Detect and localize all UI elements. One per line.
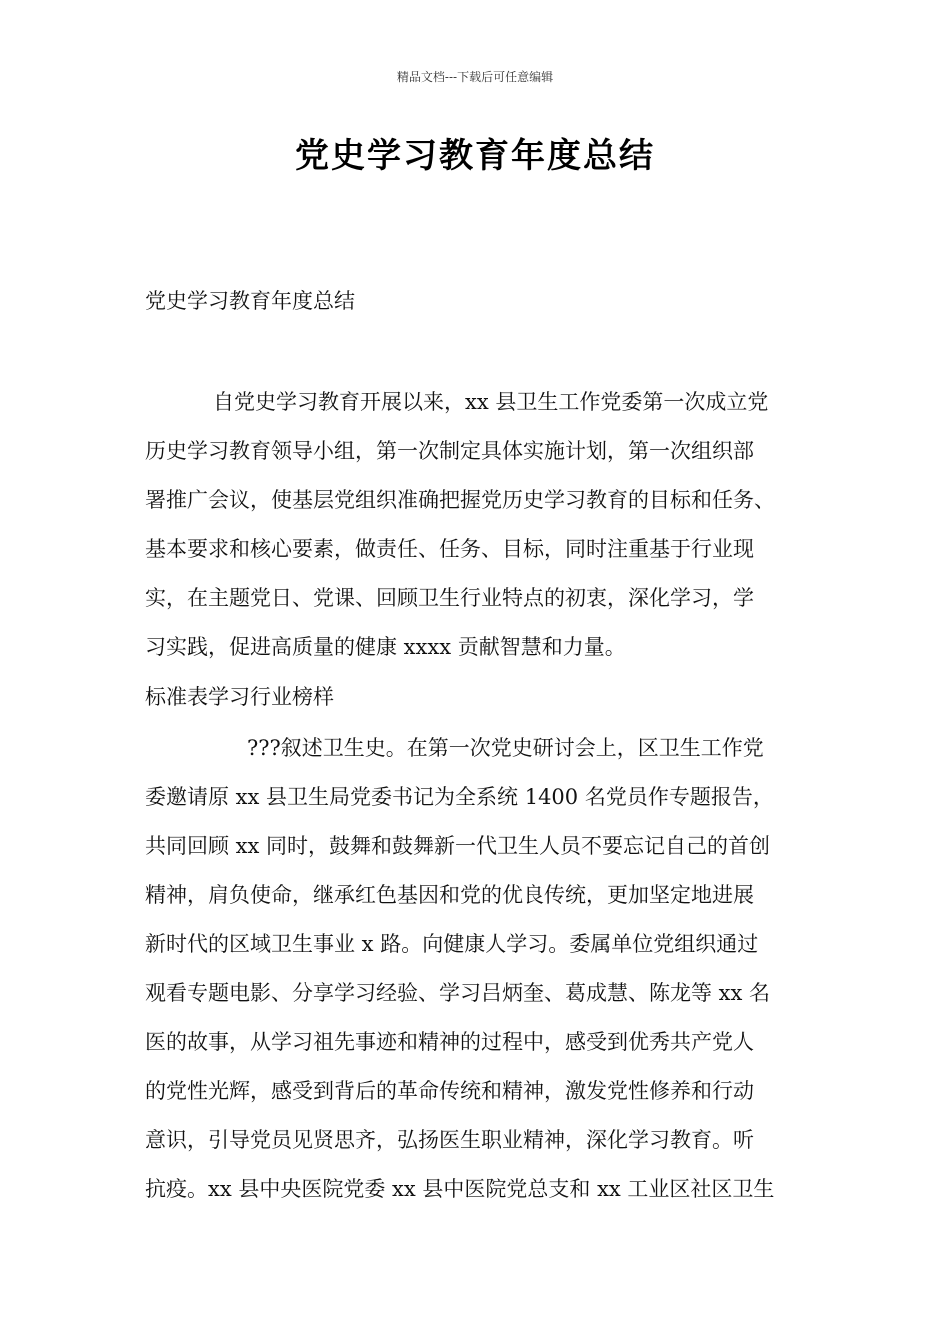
paragraph-line: 医的故事，从学习祖先事迹和精神的过程中，感受到优秀共产党人 xyxy=(145,1030,754,1054)
header-note: 精品文档---下载后可任意编辑 xyxy=(396,70,554,84)
paragraph-line: 委邀请原 xx 县卫生局党委书记为全系统 1400 名党员作专题报告， xyxy=(145,785,774,809)
paragraph-line: 精神，肩负使命，继承红色基因和党的优良传统，更加坚定地进展 xyxy=(145,883,754,907)
paragraph-line: 实，在主题党日、党课、回顾卫生行业特点的初衷，深化学习，学 xyxy=(145,586,754,610)
paragraph-line: 署推广会议，使基层党组织准确把握党历史学习教育的目标和任务、 xyxy=(145,488,775,512)
paragraph-line: 的党性光辉，感受到背后的革命传统和精神，激发党性修养和行动 xyxy=(145,1079,754,1103)
paragraph-line: 观看专题电影、分享学习经验、学习吕炳奎、葛成慧、陈龙等 xx 名 xyxy=(145,981,771,1005)
section-heading: 标准表学习行业榜样 xyxy=(145,685,334,709)
paragraph-line: 自党史学习教育开展以来，xx 县卫生工作党委第一次成立党 xyxy=(213,390,769,414)
paragraph-1 xyxy=(145,378,825,672)
paragraph-line: ???叙述卫生史。在第一次党史研讨会上，区卫生工作党 xyxy=(247,736,764,760)
document-title: 党史学习教育年度总结 xyxy=(295,136,655,176)
paragraph-line: 习实践，促进高质量的健康 xxxx 贡献智慧和力量。 xyxy=(145,635,626,659)
paragraph-line: 新时代的区域卫生事业 x 路。向健康人学习。委属单位党组织通过 xyxy=(145,932,759,956)
paragraph-line: 抗疫。xx 县中央医院党委 xx 县中医院党总支和 xx 工业区社区卫生 xyxy=(145,1177,775,1201)
paragraph-2 xyxy=(145,724,825,1214)
paragraph-line: 历史学习教育领导小组，第一次制定具体实施计划，第一次组织部 xyxy=(145,439,754,463)
paragraph-line: 共同回顾 xx 同时，鼓舞和鼓舞新一代卫生人员不要忘记自己的首创 xyxy=(145,834,771,858)
paragraph-line: 基本要求和核心要素，做责任、任务、目标，同时注重基于行业现 xyxy=(145,537,754,561)
paragraph-line: 意识，引导党员见贤思齐，弘扬医生职业精神，深化学习教育。听 xyxy=(145,1128,754,1152)
document-subtitle: 党史学习教育年度总结 xyxy=(145,289,355,313)
section-1 xyxy=(145,677,825,717)
